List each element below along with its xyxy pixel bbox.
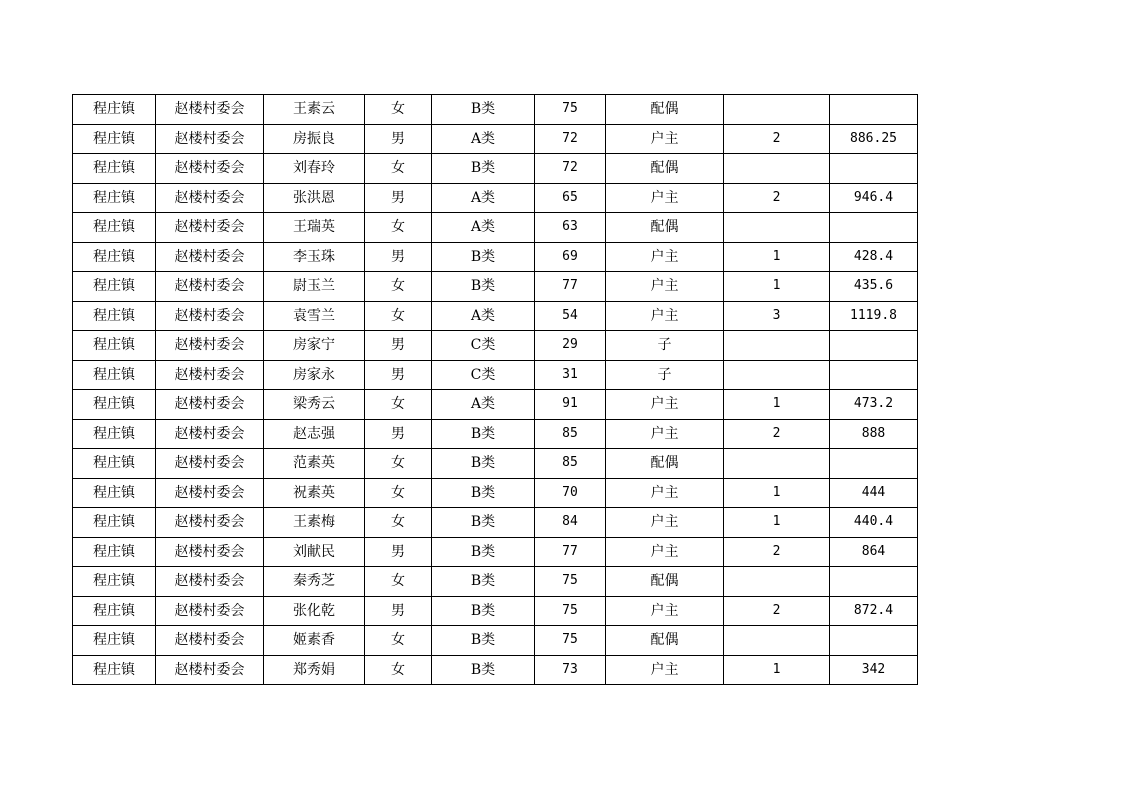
relation-cell: 子 xyxy=(606,360,724,390)
town-cell: 程庄镇 xyxy=(73,596,156,626)
relation-cell: 户主 xyxy=(606,242,724,272)
household-size-cell xyxy=(724,213,830,243)
household-size-cell: 1 xyxy=(724,272,830,302)
amount-cell xyxy=(830,331,918,361)
gender-cell: 女 xyxy=(365,95,432,125)
category-cell: B类 xyxy=(432,419,535,449)
name-cell: 尉玉兰 xyxy=(264,272,365,302)
category-cell: A类 xyxy=(432,183,535,213)
age-cell: 54 xyxy=(535,301,606,331)
name-cell: 赵志强 xyxy=(264,419,365,449)
gender-cell: 女 xyxy=(365,154,432,184)
age-cell: 77 xyxy=(535,537,606,567)
household-size-cell xyxy=(724,331,830,361)
gender-cell: 女 xyxy=(365,478,432,508)
category-cell: A类 xyxy=(432,390,535,420)
category-cell: B类 xyxy=(432,449,535,479)
category-cell: B类 xyxy=(432,272,535,302)
relation-cell: 户主 xyxy=(606,419,724,449)
table-row xyxy=(73,154,918,184)
town-cell: 程庄镇 xyxy=(73,154,156,184)
table-row xyxy=(73,449,918,479)
table-row xyxy=(73,508,918,538)
table-row xyxy=(73,478,918,508)
village-committee-cell: 赵楼村委会 xyxy=(156,331,264,361)
village-committee-cell: 赵楼村委会 xyxy=(156,596,264,626)
age-cell: 31 xyxy=(535,360,606,390)
name-cell: 袁雪兰 xyxy=(264,301,365,331)
town-cell: 程庄镇 xyxy=(73,124,156,154)
relation-cell: 配偶 xyxy=(606,567,724,597)
town-cell: 程庄镇 xyxy=(73,478,156,508)
household-size-cell: 1 xyxy=(724,390,830,420)
name-cell: 范素英 xyxy=(264,449,365,479)
table-row xyxy=(73,567,918,597)
town-cell: 程庄镇 xyxy=(73,626,156,656)
gender-cell: 女 xyxy=(365,508,432,538)
town-cell: 程庄镇 xyxy=(73,449,156,479)
age-cell: 72 xyxy=(535,154,606,184)
town-cell: 程庄镇 xyxy=(73,272,156,302)
amount-cell: 872.4 xyxy=(830,596,918,626)
gender-cell: 女 xyxy=(365,626,432,656)
relation-cell: 户主 xyxy=(606,596,724,626)
town-cell: 程庄镇 xyxy=(73,331,156,361)
household-size-cell xyxy=(724,360,830,390)
age-cell: 85 xyxy=(535,449,606,479)
amount-cell xyxy=(830,95,918,125)
relation-cell: 配偶 xyxy=(606,213,724,243)
name-cell: 李玉珠 xyxy=(264,242,365,272)
relation-cell: 配偶 xyxy=(606,154,724,184)
amount-cell xyxy=(830,360,918,390)
age-cell: 73 xyxy=(535,655,606,685)
amount-cell xyxy=(830,154,918,184)
age-cell: 72 xyxy=(535,124,606,154)
relation-cell: 配偶 xyxy=(606,626,724,656)
table-row xyxy=(73,537,918,567)
table-row xyxy=(73,95,918,125)
town-cell: 程庄镇 xyxy=(73,567,156,597)
name-cell: 房家宁 xyxy=(264,331,365,361)
roster-table xyxy=(72,94,918,685)
name-cell: 房振良 xyxy=(264,124,365,154)
gender-cell: 男 xyxy=(365,537,432,567)
amount-cell: 946.4 xyxy=(830,183,918,213)
village-committee-cell: 赵楼村委会 xyxy=(156,242,264,272)
village-committee-cell: 赵楼村委会 xyxy=(156,567,264,597)
household-size-cell xyxy=(724,95,830,125)
town-cell: 程庄镇 xyxy=(73,183,156,213)
table-row xyxy=(73,301,918,331)
gender-cell: 女 xyxy=(365,390,432,420)
relation-cell: 户主 xyxy=(606,272,724,302)
town-cell: 程庄镇 xyxy=(73,213,156,243)
category-cell: B类 xyxy=(432,508,535,538)
age-cell: 85 xyxy=(535,419,606,449)
name-cell: 王素云 xyxy=(264,95,365,125)
table-row xyxy=(73,331,918,361)
name-cell: 房家永 xyxy=(264,360,365,390)
category-cell: B类 xyxy=(432,567,535,597)
town-cell: 程庄镇 xyxy=(73,419,156,449)
age-cell: 70 xyxy=(535,478,606,508)
amount-cell xyxy=(830,213,918,243)
table-body xyxy=(73,95,918,685)
table-row xyxy=(73,213,918,243)
relation-cell: 户主 xyxy=(606,124,724,154)
gender-cell: 女 xyxy=(365,655,432,685)
gender-cell: 女 xyxy=(365,301,432,331)
village-committee-cell: 赵楼村委会 xyxy=(156,360,264,390)
category-cell: B类 xyxy=(432,626,535,656)
relation-cell: 配偶 xyxy=(606,449,724,479)
amount-cell: 342 xyxy=(830,655,918,685)
town-cell: 程庄镇 xyxy=(73,95,156,125)
name-cell: 梁秀云 xyxy=(264,390,365,420)
gender-cell: 男 xyxy=(365,242,432,272)
village-committee-cell: 赵楼村委会 xyxy=(156,183,264,213)
category-cell: B类 xyxy=(432,537,535,567)
amount-cell xyxy=(830,449,918,479)
age-cell: 69 xyxy=(535,242,606,272)
age-cell: 65 xyxy=(535,183,606,213)
age-cell: 91 xyxy=(535,390,606,420)
amount-cell xyxy=(830,567,918,597)
relation-cell: 户主 xyxy=(606,655,724,685)
amount-cell: 1119.8 xyxy=(830,301,918,331)
category-cell: B类 xyxy=(432,655,535,685)
town-cell: 程庄镇 xyxy=(73,537,156,567)
village-committee-cell: 赵楼村委会 xyxy=(156,213,264,243)
amount-cell: 440.4 xyxy=(830,508,918,538)
household-size-cell: 2 xyxy=(724,183,830,213)
gender-cell: 女 xyxy=(365,213,432,243)
category-cell: B类 xyxy=(432,95,535,125)
gender-cell: 男 xyxy=(365,331,432,361)
gender-cell: 女 xyxy=(365,272,432,302)
household-size-cell: 3 xyxy=(724,301,830,331)
household-size-cell: 1 xyxy=(724,478,830,508)
name-cell: 秦秀芝 xyxy=(264,567,365,597)
table-row xyxy=(73,360,918,390)
town-cell: 程庄镇 xyxy=(73,360,156,390)
household-size-cell: 2 xyxy=(724,596,830,626)
name-cell: 张化乾 xyxy=(264,596,365,626)
age-cell: 29 xyxy=(535,331,606,361)
household-size-cell: 1 xyxy=(724,655,830,685)
household-size-cell xyxy=(724,449,830,479)
relation-cell: 配偶 xyxy=(606,95,724,125)
relation-cell: 户主 xyxy=(606,301,724,331)
household-size-cell xyxy=(724,567,830,597)
village-committee-cell: 赵楼村委会 xyxy=(156,95,264,125)
town-cell: 程庄镇 xyxy=(73,655,156,685)
table-row xyxy=(73,242,918,272)
name-cell: 刘献民 xyxy=(264,537,365,567)
age-cell: 84 xyxy=(535,508,606,538)
category-cell: A类 xyxy=(432,213,535,243)
name-cell: 姬素香 xyxy=(264,626,365,656)
gender-cell: 男 xyxy=(365,124,432,154)
table-row xyxy=(73,272,918,302)
amount-cell: 886.25 xyxy=(830,124,918,154)
village-committee-cell: 赵楼村委会 xyxy=(156,272,264,302)
amount-cell: 444 xyxy=(830,478,918,508)
age-cell: 77 xyxy=(535,272,606,302)
age-cell: 75 xyxy=(535,596,606,626)
amount-cell: 435.6 xyxy=(830,272,918,302)
category-cell: B类 xyxy=(432,478,535,508)
category-cell: B类 xyxy=(432,154,535,184)
category-cell: C类 xyxy=(432,360,535,390)
town-cell: 程庄镇 xyxy=(73,508,156,538)
category-cell: A类 xyxy=(432,301,535,331)
gender-cell: 男 xyxy=(365,596,432,626)
town-cell: 程庄镇 xyxy=(73,390,156,420)
village-committee-cell: 赵楼村委会 xyxy=(156,390,264,420)
amount-cell: 864 xyxy=(830,537,918,567)
gender-cell: 男 xyxy=(365,183,432,213)
age-cell: 63 xyxy=(535,213,606,243)
village-committee-cell: 赵楼村委会 xyxy=(156,124,264,154)
relation-cell: 户主 xyxy=(606,478,724,508)
table-row xyxy=(73,626,918,656)
village-committee-cell: 赵楼村委会 xyxy=(156,449,264,479)
name-cell: 郑秀娟 xyxy=(264,655,365,685)
gender-cell: 男 xyxy=(365,419,432,449)
amount-cell xyxy=(830,626,918,656)
relation-cell: 户主 xyxy=(606,537,724,567)
name-cell: 王素梅 xyxy=(264,508,365,538)
gender-cell: 男 xyxy=(365,360,432,390)
age-cell: 75 xyxy=(535,626,606,656)
relation-cell: 户主 xyxy=(606,183,724,213)
household-size-cell xyxy=(724,626,830,656)
household-size-cell: 1 xyxy=(724,508,830,538)
table-row xyxy=(73,390,918,420)
table-row xyxy=(73,124,918,154)
name-cell: 张洪恩 xyxy=(264,183,365,213)
amount-cell: 428.4 xyxy=(830,242,918,272)
village-committee-cell: 赵楼村委会 xyxy=(156,537,264,567)
household-size-cell: 2 xyxy=(724,419,830,449)
category-cell: A类 xyxy=(432,124,535,154)
amount-cell: 473.2 xyxy=(830,390,918,420)
category-cell: B类 xyxy=(432,242,535,272)
village-committee-cell: 赵楼村委会 xyxy=(156,655,264,685)
household-size-cell: 2 xyxy=(724,537,830,567)
village-committee-cell: 赵楼村委会 xyxy=(156,154,264,184)
category-cell: B类 xyxy=(432,596,535,626)
household-size-cell xyxy=(724,154,830,184)
relation-cell: 户主 xyxy=(606,508,724,538)
age-cell: 75 xyxy=(535,567,606,597)
village-committee-cell: 赵楼村委会 xyxy=(156,508,264,538)
village-committee-cell: 赵楼村委会 xyxy=(156,626,264,656)
town-cell: 程庄镇 xyxy=(73,301,156,331)
household-size-cell: 2 xyxy=(724,124,830,154)
town-cell: 程庄镇 xyxy=(73,242,156,272)
name-cell: 祝素英 xyxy=(264,478,365,508)
table-row xyxy=(73,655,918,685)
gender-cell: 女 xyxy=(365,567,432,597)
relation-cell: 户主 xyxy=(606,390,724,420)
village-committee-cell: 赵楼村委会 xyxy=(156,478,264,508)
village-committee-cell: 赵楼村委会 xyxy=(156,301,264,331)
name-cell: 王瑞英 xyxy=(264,213,365,243)
gender-cell: 女 xyxy=(365,449,432,479)
relation-cell: 子 xyxy=(606,331,724,361)
category-cell: C类 xyxy=(432,331,535,361)
table-row xyxy=(73,183,918,213)
household-size-cell: 1 xyxy=(724,242,830,272)
village-committee-cell: 赵楼村委会 xyxy=(156,419,264,449)
table-row xyxy=(73,419,918,449)
amount-cell: 888 xyxy=(830,419,918,449)
name-cell: 刘春玲 xyxy=(264,154,365,184)
age-cell: 75 xyxy=(535,95,606,125)
table-row xyxy=(73,596,918,626)
